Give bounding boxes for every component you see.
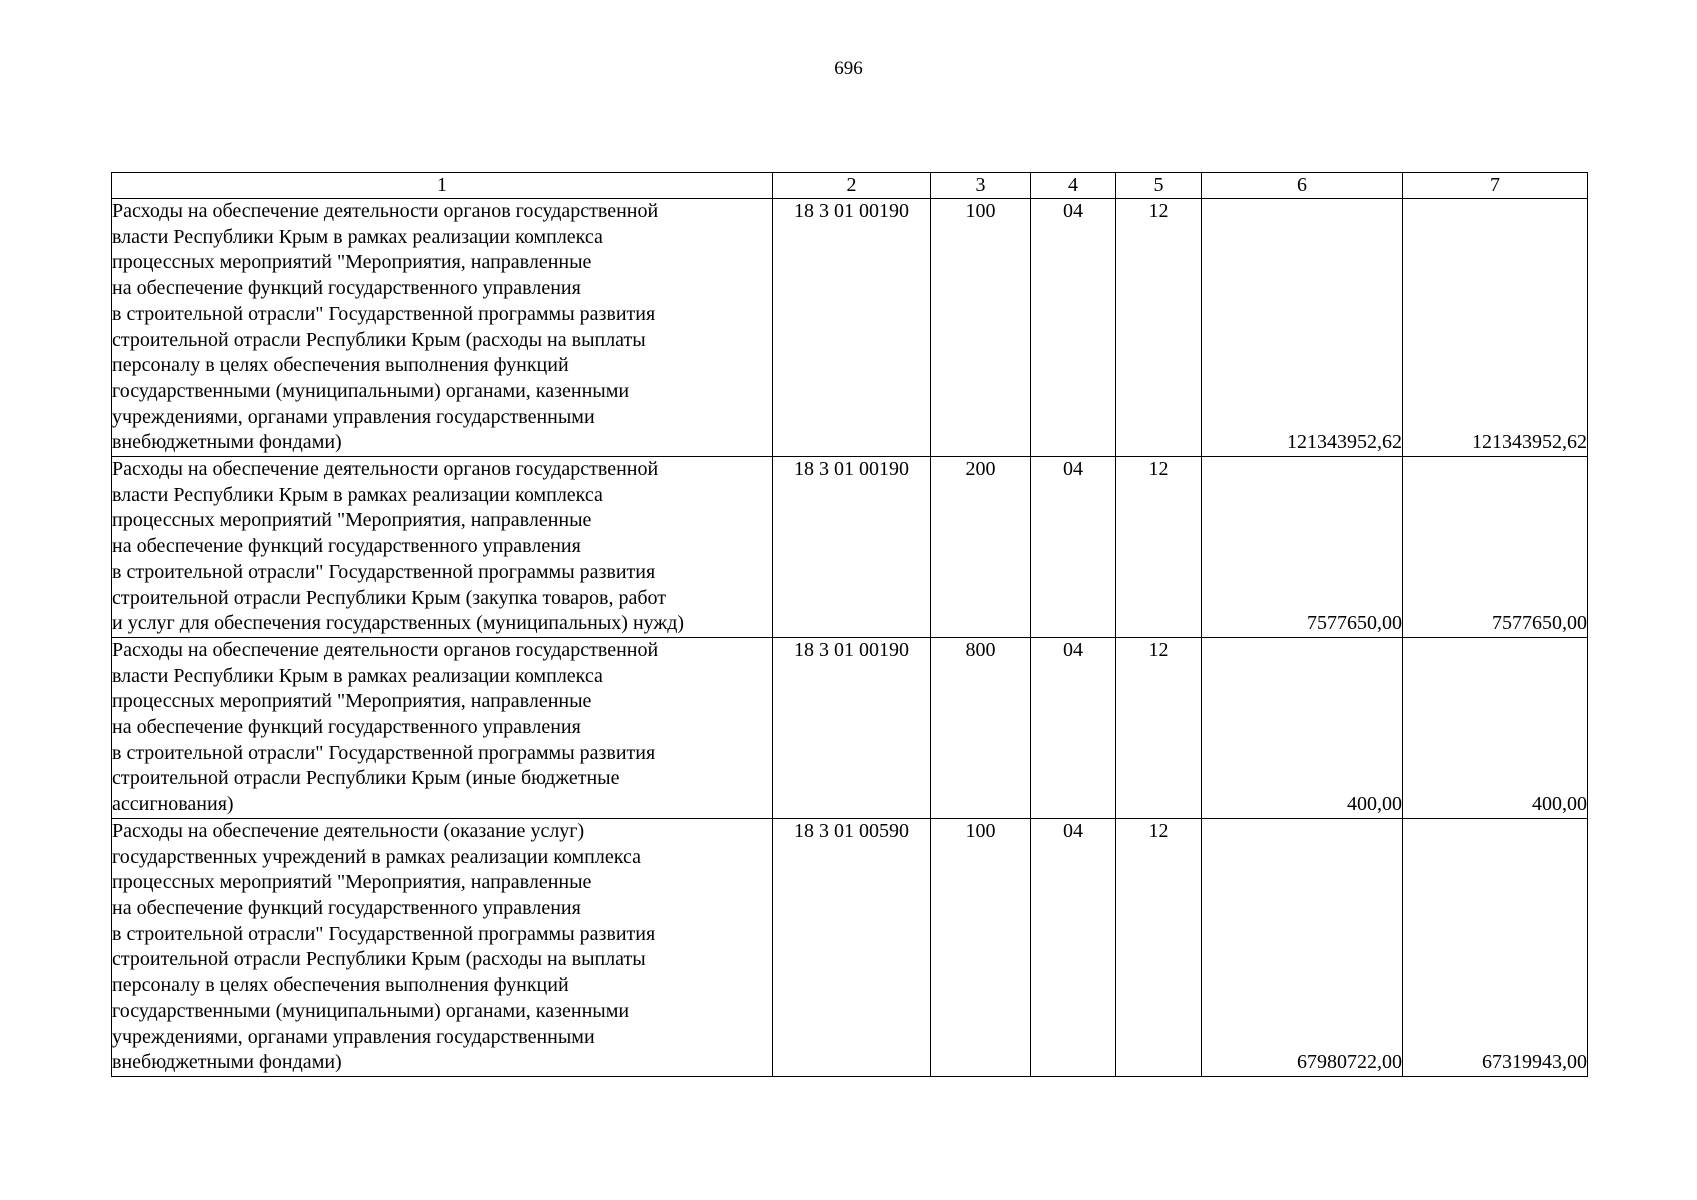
table-header-row — [112, 173, 1588, 199]
row-description: Расходы на обеспечение деятельности органов государственной власти Республики Крым в рамках реализации комплекса процессных мероприятий "Мероприятия, направленные на обеспечение функций государственного управления в строительной отрасли" Государственной программы развития строительной отрасли Республики Крым (закупка товаров, работ и услуг для обеспечения государственных (муниципальных) нужд) — [112, 457, 773, 638]
table-row — [112, 818, 1588, 1076]
row-description: Расходы на обеспечение деятельности органов государственной власти Республики Крым в рамках реализации комплекса процессных мероприятий "Мероприятия, направленные на обеспечение функций государственного управления в строительной отрасли" Государственной программы развития строительной отрасли Республики Крым (иные бюджетные ассигнования) — [112, 637, 773, 818]
row-expense-type: 100 — [931, 818, 1031, 1076]
row-amount-col7: 400,00 — [1403, 637, 1588, 818]
table-row — [112, 637, 1588, 818]
column-header-1: 1 — [112, 173, 773, 199]
column-header-7: 7 — [1403, 173, 1588, 199]
row-amount-col7: 121343952,62 — [1403, 199, 1588, 457]
column-header-4: 4 — [1031, 173, 1116, 199]
row-amount-col6: 67980722,00 — [1202, 818, 1403, 1076]
row-target-article: 18 3 01 00190 — [773, 637, 931, 818]
row-target-article: 18 3 01 00190 — [773, 199, 931, 457]
row-section: 04 — [1031, 457, 1116, 638]
row-description: Расходы на обеспечение деятельности (оказание услуг) государственных учреждений в рамках реализации комплекса процессных мероприятий "Мероприятия, направленные на обеспечение функций государственного управления в строительной отрасли" Государственной программы развития строительной отрасли Республики Крым (расходы на выплаты персоналу в целях обеспечения выполнения функций государственными (муниципальными) органами, казенными учреждениями, органами управления государственными внебюджетными фондами) — [112, 818, 773, 1076]
row-target-article: 18 3 01 00590 — [773, 818, 931, 1076]
page-number: 696 — [834, 58, 863, 79]
row-amount-col6: 400,00 — [1202, 637, 1403, 818]
table-row — [112, 457, 1588, 638]
row-subsection: 12 — [1116, 637, 1202, 818]
row-amount-col6: 7577650,00 — [1202, 457, 1403, 638]
row-subsection: 12 — [1116, 199, 1202, 457]
column-header-5: 5 — [1116, 173, 1202, 199]
row-amount-col6: 121343952,62 — [1202, 199, 1403, 457]
row-section: 04 — [1031, 637, 1116, 818]
row-subsection: 12 — [1116, 457, 1202, 638]
budget-table — [111, 172, 1588, 1077]
row-section: 04 — [1031, 818, 1116, 1076]
row-expense-type: 100 — [931, 199, 1031, 457]
column-header-3: 3 — [931, 173, 1031, 199]
row-expense-type: 200 — [931, 457, 1031, 638]
column-header-6: 6 — [1202, 173, 1403, 199]
row-amount-col7: 7577650,00 — [1403, 457, 1588, 638]
row-section: 04 — [1031, 199, 1116, 457]
column-header-2: 2 — [773, 173, 931, 199]
row-subsection: 12 — [1116, 818, 1202, 1076]
row-description: Расходы на обеспечение деятельности органов государственной власти Республики Крым в рамках реализации комплекса процессных мероприятий "Мероприятия, направленные на обеспечение функций государственного управления в строительной отрасли" Государственной программы развития строительной отрасли Республики Крым (расходы на выплаты персоналу в целях обеспечения выполнения функций государственными (муниципальными) органами, казенными учреждениями, органами управления государственными внебюджетными фондами) — [112, 199, 773, 457]
table-row — [112, 199, 1588, 457]
row-target-article: 18 3 01 00190 — [773, 457, 931, 638]
row-expense-type: 800 — [931, 637, 1031, 818]
row-amount-col7: 67319943,00 — [1403, 818, 1588, 1076]
